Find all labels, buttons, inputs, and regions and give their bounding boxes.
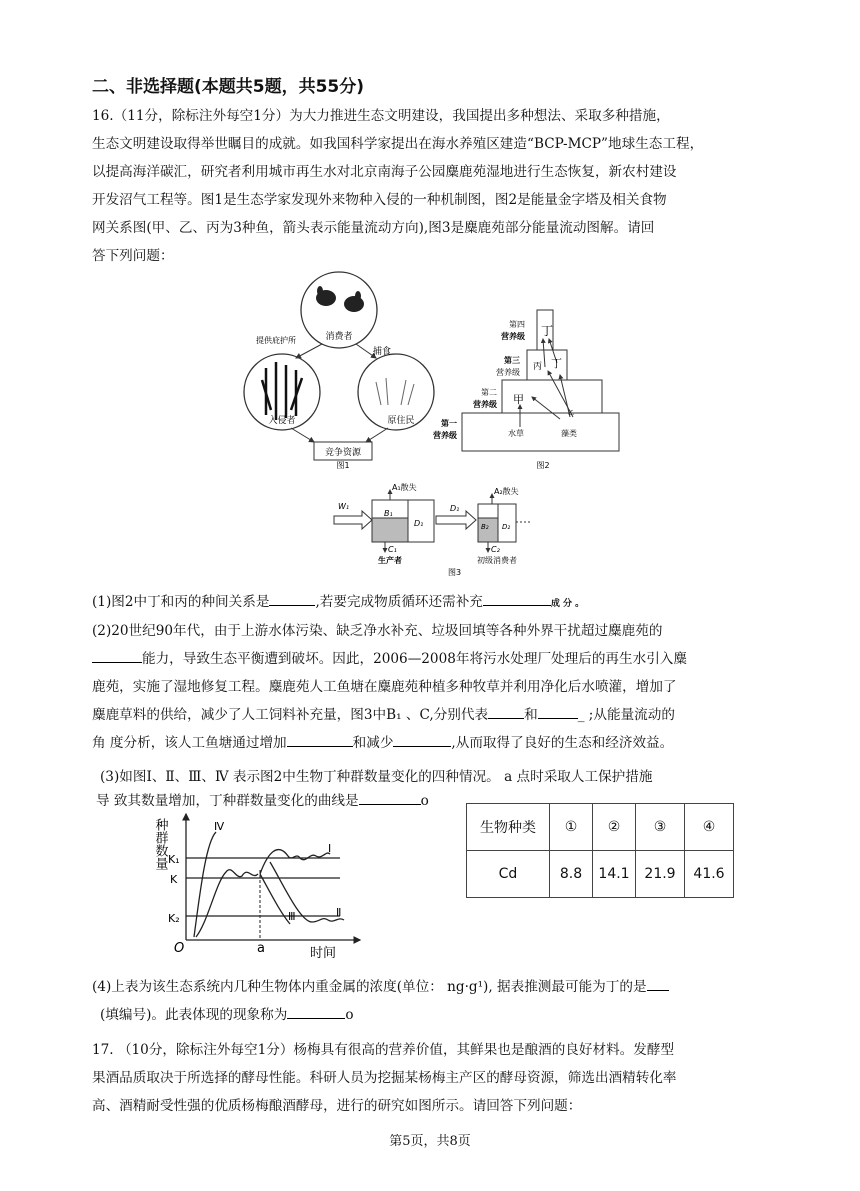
level2-line1: 第二 bbox=[481, 388, 497, 397]
water-grass-label: 水草 bbox=[508, 429, 524, 438]
answer-blank[interactable] bbox=[538, 704, 578, 719]
c2-label: C₂ bbox=[491, 545, 500, 554]
table-col-header: ② bbox=[593, 804, 636, 851]
page-footer: 第5页，共8页 bbox=[389, 1134, 471, 1149]
answer-blank[interactable] bbox=[359, 790, 421, 805]
q16-sub2-line2: 能力，导致生态平衡遭到破坏。因此，2006—2008年将污水处理厂处理后的再生水引入麋 bbox=[92, 647, 687, 667]
table-cell: 14.1 bbox=[593, 851, 636, 898]
curve-1-label: Ⅰ bbox=[328, 842, 332, 855]
level2-line2: 营养级 bbox=[473, 400, 497, 409]
answer-blank[interactable] bbox=[647, 976, 669, 991]
a2-label: A₂散失 bbox=[494, 487, 519, 496]
native-label: 原住民 bbox=[387, 416, 415, 426]
d1-label: D₁ bbox=[414, 519, 424, 528]
curve-3-label: Ⅲ bbox=[288, 910, 296, 923]
q16-sub4-line1: (4)上表为该生态系统内几种生物体内重金属的浓度(单位： ng·g¹), 据表推测最可能为丁的是 bbox=[92, 975, 669, 995]
figure-1 bbox=[236, 270, 442, 470]
table-header-cell: 生物种类 bbox=[467, 804, 550, 851]
level1-line2: 营养级 bbox=[433, 431, 457, 440]
invader-plants-icon bbox=[262, 362, 302, 420]
k-label: K bbox=[170, 873, 178, 886]
q16-sub4-line2: (填编号)。此表体现的现象称为 o bbox=[100, 1003, 354, 1023]
figure-3 bbox=[330, 478, 550, 578]
primary-consumer-label: 初级消费者 bbox=[477, 556, 517, 565]
table-cell: 21.9 bbox=[636, 851, 685, 898]
answer-blank[interactable] bbox=[287, 1004, 345, 1019]
prey-label: 捕食 bbox=[373, 347, 392, 357]
table-col-header: ③ bbox=[636, 804, 685, 851]
invader-label: 入侵者 bbox=[268, 416, 296, 426]
q16-sub1: (1)图2中丁和丙的种间关系是 ,若要完成物质循环还需补充 成 分 。 bbox=[92, 590, 584, 610]
ylabel: 种群数量 bbox=[152, 818, 168, 870]
jia-label: 甲 bbox=[513, 393, 524, 406]
compete-label: 竞争资源 bbox=[324, 448, 362, 458]
b2-label: B₂ bbox=[481, 523, 489, 531]
curve-4-label: Ⅳ bbox=[214, 820, 225, 833]
cd-concentration-table bbox=[466, 803, 734, 898]
level3-line2: 营养级 bbox=[496, 368, 520, 377]
k1-label: K₁ bbox=[168, 853, 180, 866]
fig1-caption: 图1 bbox=[336, 461, 350, 470]
table-col-header: ④ bbox=[685, 804, 734, 851]
q16-line-1: 16.（11分，除标注外每空1分）为大力推进生态文明建设，我国提出多种想法、采取多种措施， bbox=[92, 108, 670, 124]
b1-label: B₁ bbox=[384, 509, 393, 518]
bing-label: 丙 bbox=[533, 362, 543, 372]
q16-sub2-line5: 角 度分析，该人工鱼塘通过增加 和减少 ,从而取得了良好的生态和经济效益。 bbox=[92, 731, 673, 751]
d2-label: D₂ bbox=[502, 523, 511, 531]
q17-line-3: 高、酒精耐受性强的优质杨梅酿酒酵母，进行的研究如图所示。请回答下列问题： bbox=[92, 1098, 582, 1114]
w1-label: W₁ bbox=[338, 502, 350, 511]
answer-blank[interactable] bbox=[287, 732, 353, 747]
q16-sub2-line1: (2)20世纪90年代，由于上游水体污染、缺乏净水补充、垃圾回填等各种外界干扰超过麋鹿苑的 bbox=[92, 623, 663, 639]
answer-blank[interactable] bbox=[393, 732, 451, 747]
k2-label: K₂ bbox=[168, 912, 180, 925]
producer-label: 生产者 bbox=[378, 556, 402, 565]
q17-line-1: 17. （10分，除标注外每空1分）杨梅具有很高的营养价值，其鲜果也是酿酒的良好材料。发酵型 bbox=[92, 1042, 675, 1058]
consumer-label: 消费者 bbox=[325, 332, 353, 342]
fig2-caption: 图2 bbox=[536, 461, 550, 470]
level1-line1: 第一 bbox=[441, 419, 457, 428]
fig3-caption: 图3 bbox=[448, 568, 462, 577]
q16-line-5: 网关系图(甲、乙、丙为3种鱼，箭头表示能量流动方向),图3是麋鹿苑部分能量流动图解。请回 bbox=[92, 220, 655, 236]
animal-icon bbox=[344, 296, 364, 312]
q16-line-4: 开发沼气工程等。图1是生态学家发现外来物种入侵的一种机制图，图2是能量金字塔及相关食物 bbox=[92, 192, 667, 208]
q17-line-2: 果酒品质取决于所选择的酵母性能。科研人员为挖掘某杨梅主产区的酵母资源，筛选出酒精转化率 bbox=[92, 1070, 677, 1086]
level4-line2: 营养级 bbox=[501, 332, 525, 341]
native-plants-icon bbox=[376, 378, 414, 405]
a-point-label: a bbox=[257, 941, 265, 956]
q16-sub3-line1: (3)如图Ⅰ、Ⅱ、Ⅲ、Ⅳ 表示图2中生物丁种群数量变化的四种情况。 a 点时采取人工保护措施 bbox=[100, 769, 653, 785]
table-row bbox=[467, 804, 734, 851]
table-row-label: Cd bbox=[467, 851, 550, 898]
section-title: 二、非选择题(本题共5题，共55分) bbox=[92, 77, 365, 97]
curve-2-label: Ⅱ bbox=[336, 906, 342, 919]
c1-label: C₁ bbox=[388, 545, 397, 554]
figure-2 bbox=[425, 305, 625, 475]
table-col-header: ① bbox=[550, 804, 593, 851]
ding-label: 丁 bbox=[551, 357, 562, 370]
table-row bbox=[467, 851, 734, 898]
xlabel: 时间 bbox=[310, 946, 337, 961]
table-cell: 8.8 bbox=[550, 851, 593, 898]
level4-line1: 第四 bbox=[509, 320, 525, 329]
q16-sub3-line2: 导 致其数量增加，丁种群数量变化的曲线是 o bbox=[96, 789, 429, 809]
q16-line-3: 以提高海洋碳汇，研究者利用城市再生水对北京南海子公园麋鹿苑湿地进行生态恢复，新农村建设 bbox=[92, 164, 677, 180]
population-graph bbox=[152, 812, 370, 961]
a1-label: A₁散失 bbox=[392, 483, 417, 492]
table-cell: 41.6 bbox=[685, 851, 734, 898]
answer-blank[interactable] bbox=[483, 591, 551, 606]
level3-line1: 第三 bbox=[504, 356, 520, 365]
answer-blank[interactable] bbox=[488, 704, 524, 719]
yi-label: 乙 bbox=[568, 410, 575, 417]
q16-line-6: 答下列问题： bbox=[92, 248, 174, 264]
origin-label: O bbox=[174, 941, 185, 956]
d1-arrow-label: D₁ bbox=[450, 504, 460, 513]
q16-line-2: 生态文明建设取得举世瞩目的成就。如我国科学家提出在海水养殖区建造“BCP-MCP”地球生态工程， bbox=[92, 136, 704, 152]
ding-top-label: 丁 bbox=[541, 324, 554, 338]
answer-blank[interactable] bbox=[269, 591, 315, 606]
shelter-label: 提供庇护所 bbox=[256, 336, 296, 345]
answer-blank[interactable] bbox=[92, 648, 142, 663]
algae-label: 藻类 bbox=[561, 429, 577, 438]
q16-sub2-line3: 鹿苑，实施了湿地修复工程。麋鹿苑人工鱼塘在麋鹿苑种植多种牧草并利用净化后水喷灌，增加了 bbox=[92, 679, 677, 695]
q16-sub2-line4: 麋鹿草料的供给，减少了人工饲料补充量，图3中B₁ 、C,分别代表 和 _ ;从能量流动的 bbox=[92, 703, 675, 723]
